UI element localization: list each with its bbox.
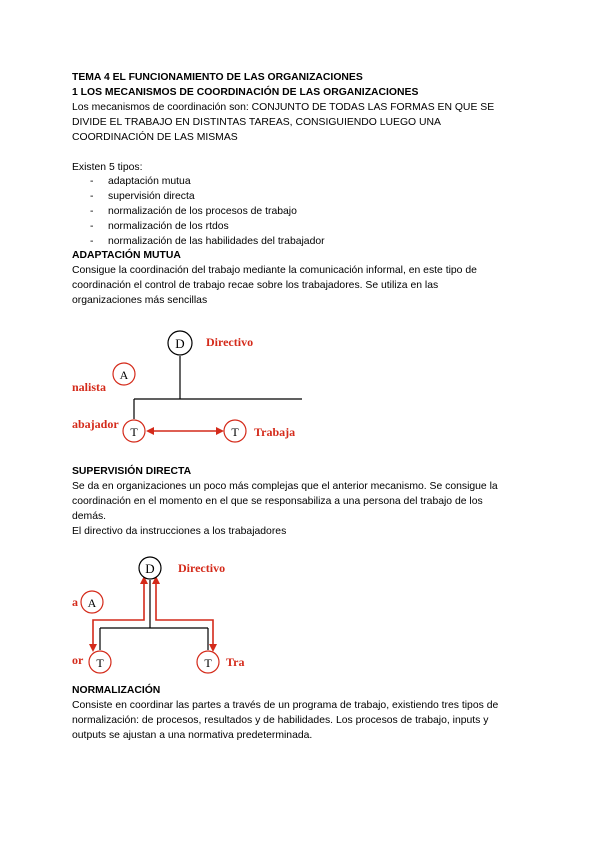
label-trabajador-right: Trabaja <box>254 425 296 439</box>
adaptacion-line-1: Consigue la coordinación del trabajo mediante la comunicación informal, en este tipo de <box>72 265 477 276</box>
section-title: 1 LOS MECANISMOS DE COORDINACIÓN DE LAS ORGANIZACIONES <box>72 87 419 98</box>
supervision-line-3: demás. <box>72 511 107 522</box>
arrow-head-right <box>216 427 224 435</box>
supervision-line-4: El directivo da instrucciones a los trabajadores <box>72 526 287 537</box>
list-item: - adaptación mutua <box>90 176 191 187</box>
label-directivo: Directivo <box>178 561 226 575</box>
label-trabajador-left: or <box>72 653 84 667</box>
normalizacion-heading: NORMALIZACIÓN <box>72 685 161 696</box>
node-t2-label: T <box>231 425 239 439</box>
node-t1-label: T <box>130 425 138 439</box>
normalizacion-line-1: Consiste en coordinar las partes a través de un programa de trabajo, existiendo tres tipos de <box>72 700 499 711</box>
label-directivo: Directivo <box>206 335 254 349</box>
node-t2-label: T <box>204 656 212 670</box>
node-a-label: A <box>119 368 129 382</box>
adaptacion-heading: ADAPTACIÓN MUTUA <box>72 250 181 261</box>
instruction-arrow-left <box>93 582 144 646</box>
list-item: - supervisión directa <box>90 191 195 202</box>
supervision-line-2: coordinación en el momento en el que se responsabiliza a una persona del trabajo de los <box>72 496 483 507</box>
supervision-heading: SUPERVISIÓN DIRECTA <box>72 466 192 477</box>
normalizacion-line-3: outputs se ajustan a una normativa predeterminada. <box>72 730 313 741</box>
label-analista: a <box>72 595 78 609</box>
intro-line-3: COORDINACIÓN DE LAS MISMAS <box>72 132 238 143</box>
label-trabajador-left: abajador <box>72 417 119 431</box>
node-d-label: D <box>145 561 155 576</box>
supervision-line-1: Se da en organizaciones un poco más complejas que el anterior mecanismo. Se consigue la <box>72 481 498 492</box>
adaptacion-line-2: coordinación el control de trabajo recae sobre los trabajadores. Se utiliza en las <box>72 280 439 291</box>
adaptacion-line-3: organizaciones más sencillas <box>72 295 208 306</box>
direct-supervision-diagram <box>72 552 252 678</box>
mutual-adjustment-diagram <box>72 310 302 458</box>
arrow-head <box>89 644 97 652</box>
arrow-head-left <box>146 427 154 435</box>
document-title: TEMA 4 EL FUNCIONAMIENTO DE LAS ORGANIZACIONES <box>72 72 363 83</box>
node-d-label: D <box>175 336 185 351</box>
instruction-arrow-right <box>156 582 213 646</box>
intro-line-2: DIVIDE EL TRABAJO EN DISTINTAS TAREAS, CONSIGUIENDO LUEGO UNA <box>72 117 441 128</box>
list-item: - normalización de los rtdos <box>90 221 229 232</box>
label-analista: nalista <box>72 380 107 394</box>
label-trabajador-right: Tra <box>226 655 245 669</box>
list-item: - normalización de los procesos de trabajo <box>90 206 297 217</box>
node-a-label: A <box>87 596 97 610</box>
node-t1-label: T <box>96 656 104 670</box>
normalizacion-line-2: normalización: de procesos, resultados y de habilidades. Los procesos de trabajo, inputs y <box>72 715 489 726</box>
intro-line-1: Los mecanismos de coordinación son: CONJUNTO DE TODAS LAS FORMAS EN QUE SE <box>72 102 495 113</box>
list-item: - normalización de las habilidades del trabajador <box>90 236 325 247</box>
types-heading: Existen 5 tipos: <box>72 162 143 173</box>
